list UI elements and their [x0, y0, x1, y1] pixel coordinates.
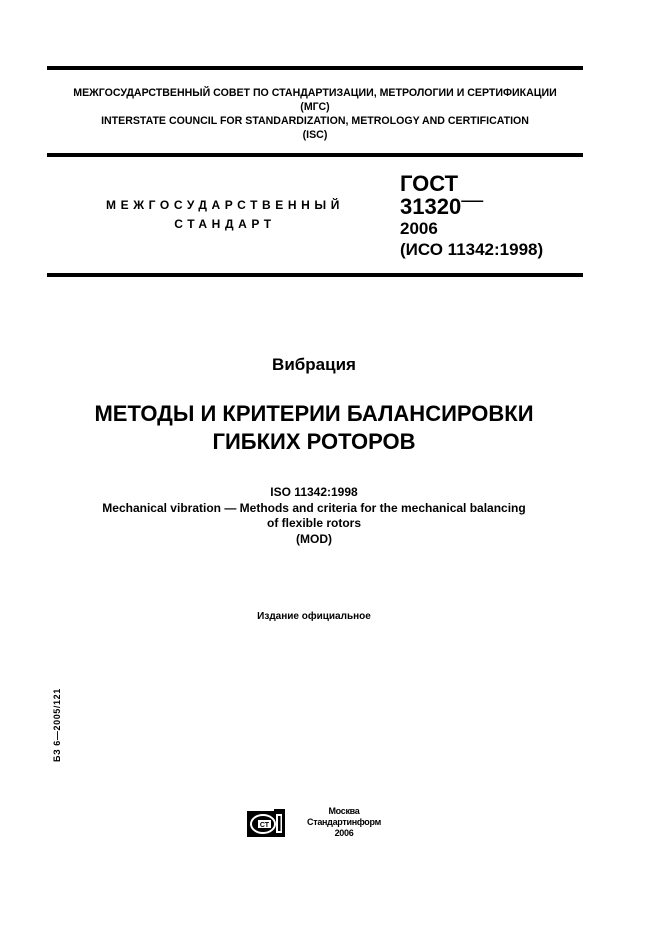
- gost-dash: —: [461, 187, 484, 212]
- title-line1: МЕТОДЫ И КРИТЕРИИ БАЛАНСИРОВКИ: [94, 401, 534, 426]
- gost-number: 31320: [400, 194, 462, 219]
- bottom-rule: [47, 273, 583, 277]
- title-line2: ГИБКИХ РОТОРОВ: [212, 429, 416, 454]
- iso-reference-block: [0, 485, 628, 547]
- iso-modification: (MOD): [296, 531, 332, 546]
- middle-rule: [47, 153, 583, 157]
- council-header: [47, 86, 583, 142]
- side-registration-code: БЗ 6—2005/121: [52, 688, 62, 762]
- council-abbr-ru: (МГС): [300, 101, 330, 113]
- publisher-year: 2006: [334, 828, 354, 838]
- top-rule: [47, 66, 583, 70]
- gost-number-line: [400, 187, 543, 219]
- iso-title-line2: of flexible rotors: [266, 516, 361, 530]
- standard-label-line2: СТАНДАРТ: [174, 217, 276, 231]
- gost-year: 2006: [400, 219, 438, 238]
- gost-designation: [400, 172, 543, 261]
- gost-prefix: ГОСТ: [400, 171, 459, 196]
- publisher-city: Москва: [328, 806, 360, 816]
- council-name-en: INTERSTATE COUNCIL FOR STANDARDIZATION, METROLOGY AND CERTIFICATION: [101, 115, 529, 127]
- iso-number: ISO 11342:1998: [270, 485, 358, 499]
- official-edition-label: Издание официальное: [257, 611, 371, 622]
- council-name-ru: МЕЖГОСУДАРСТВЕННЫЙ СОВЕТ ПО СТАНДАРТИЗАЦИИ, МЕТРОЛОГИИ И СЕРТИФИКАЦИИ: [73, 87, 557, 99]
- standard-type-label: [80, 196, 370, 234]
- publisher-info: [290, 806, 398, 839]
- iso-title-line1: Mechanical vibration — Methods and criteria for the mechanical balancing: [102, 500, 526, 515]
- document-title: [0, 400, 628, 456]
- council-abbr-en: (ISC): [302, 129, 328, 141]
- standard-label-line1: МЕЖГОСУДАРСТВЕННЫЙ: [106, 198, 344, 212]
- svg-text:СТ: СТ: [259, 822, 270, 829]
- document-subject: Вибрация: [272, 355, 356, 374]
- gost-iso-reference: (ИСО 11342:1998): [400, 240, 544, 259]
- standartinform-logo-icon: [246, 808, 286, 838]
- publisher-name: Стандартинформ: [307, 817, 381, 827]
